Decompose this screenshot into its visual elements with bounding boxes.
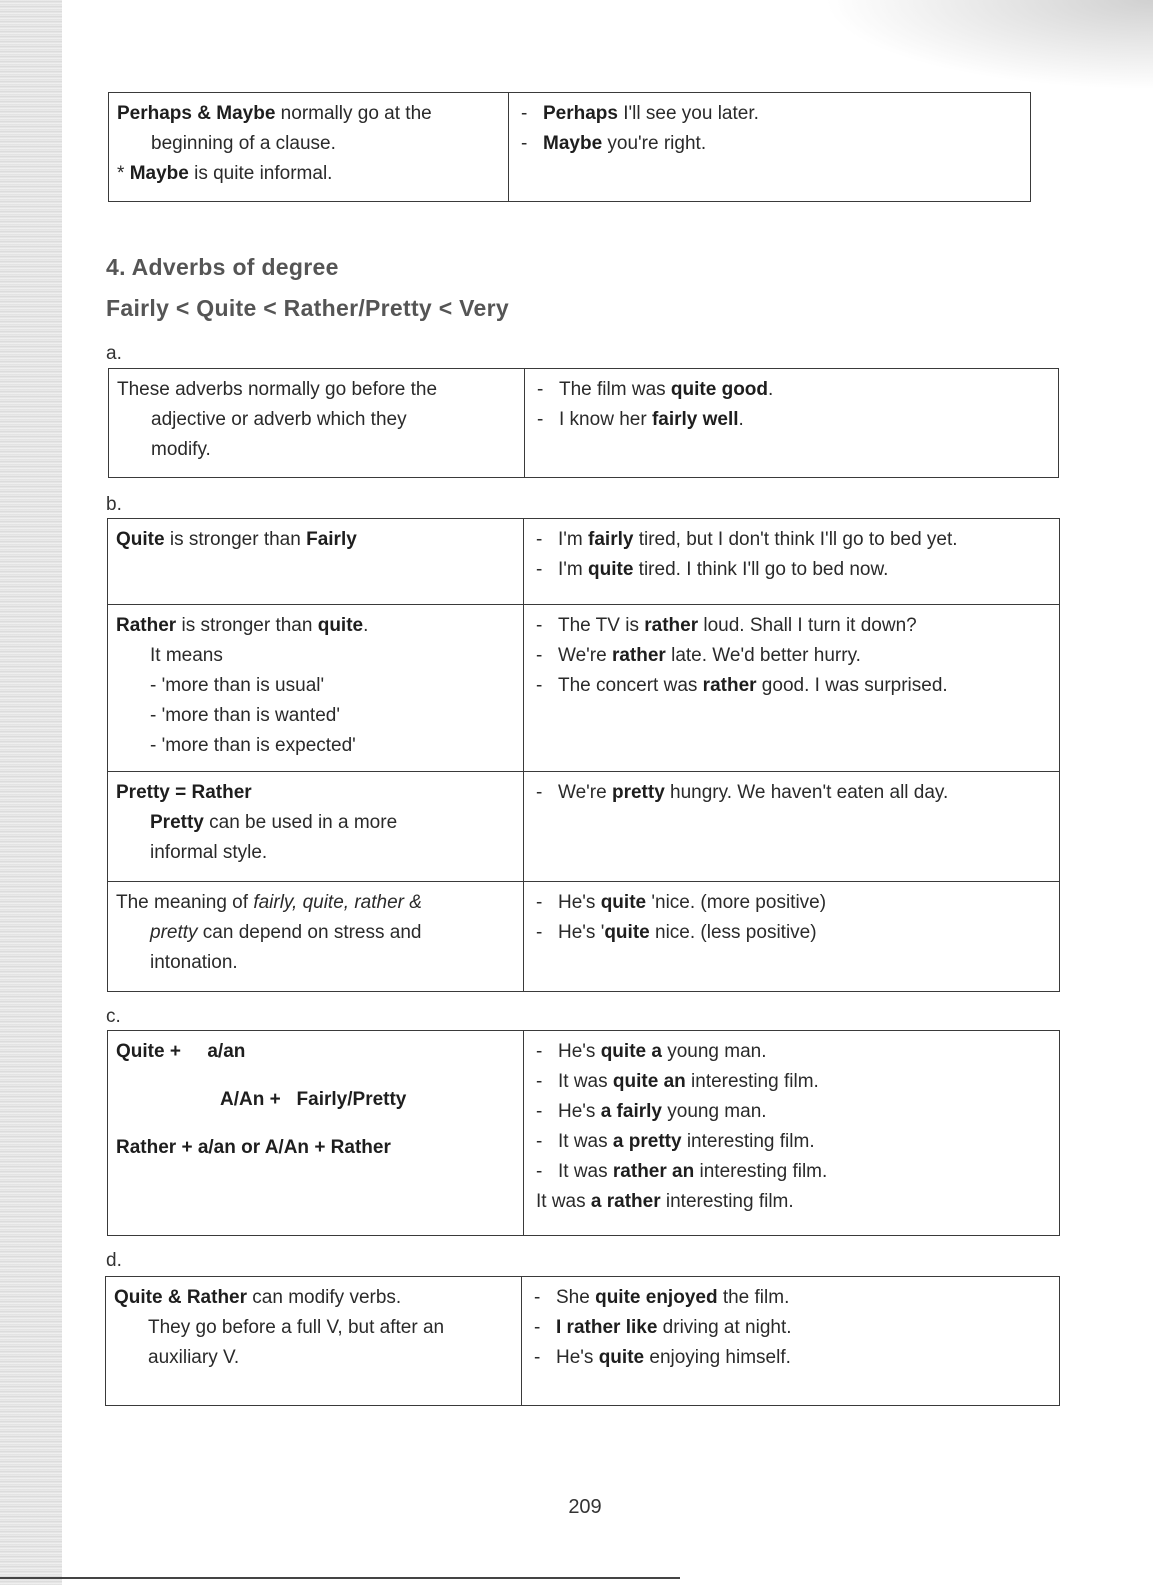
- examples-cell: - The film was quite good. - I know her fairly well.: [525, 369, 1059, 478]
- rule-cell: Quite + a/an A/An + Fairly/Pretty Rather + a/an or A/An + Rather: [108, 1031, 524, 1236]
- subsection-c-label: c.: [106, 1006, 121, 1027]
- scan-shadow-left: [0, 0, 62, 1585]
- rule-cell: Pretty = Rather Pretty can be used in a more informal style.: [108, 772, 524, 882]
- table-row: [108, 605, 1060, 772]
- table-d: [105, 1276, 1060, 1406]
- table-c: [107, 1030, 1060, 1236]
- subsection-a-label: a.: [106, 343, 122, 364]
- rule-cell: Quite is stronger than Fairly: [108, 519, 524, 605]
- rule-cell: The meaning of fairly, quite, rather & pretty can depend on stress and intonation.: [108, 882, 524, 992]
- table-b: [107, 518, 1060, 992]
- scan-bottom-edge: [0, 1577, 680, 1579]
- perhaps-maybe-table: [108, 92, 1031, 202]
- examples-cell: - He's quite 'nice. (more positive) - He's 'quite nice. (less positive): [524, 882, 1060, 992]
- rule-cell: Quite & Rather can modify verbs. They go before a full V, but after an auxiliary V.: [106, 1277, 522, 1406]
- subsection-b-label: b.: [106, 494, 122, 515]
- rule-cell: These adverbs normally go before the adjective or adverb which they modify.: [109, 369, 525, 478]
- table-row: [106, 1277, 1060, 1406]
- examples-cell: - Perhaps I'll see you later. - Maybe you're right.: [509, 93, 1031, 202]
- scan-shadow-corner: [823, 0, 1153, 90]
- degree-scale: Fairly < Quite < Rather/Pretty < Very: [106, 295, 509, 321]
- rule-cell: Rather is stronger than quite. It means - 'more than is usual' - 'more than is wanted' - 'more than is expected': [108, 605, 524, 772]
- subsection-d-label: d.: [106, 1250, 122, 1271]
- page-number: 209: [568, 1496, 602, 1518]
- table-row: [109, 93, 1031, 202]
- table-a: [108, 368, 1059, 478]
- examples-cell: - He's quite a young man. - It was quite an interesting film. - He's a fairly young man. - It was a pretty interesting film. - It was rather an interesting film. It was a rather interesting film.: [524, 1031, 1060, 1236]
- table-row: [109, 369, 1059, 478]
- table-row: [108, 772, 1060, 882]
- examples-cell: - She quite enjoyed the film. - I rather like driving at night. - He's quite enjoying himself.: [522, 1277, 1060, 1406]
- table-row: [108, 519, 1060, 605]
- examples-cell: - I'm fairly tired, but I don't think I'll go to bed yet. - I'm quite tired. I think I'll go to bed now.: [524, 519, 1060, 605]
- table-row: [108, 882, 1060, 992]
- section-title: 4. Adverbs of degree: [106, 254, 339, 280]
- examples-cell: - The TV is rather loud. Shall I turn it down? - We're rather late. We'd better hurry. - The concert was rather good. I was surprised.: [524, 605, 1060, 772]
- table-row: [108, 1031, 1060, 1236]
- examples-cell: - We're pretty hungry. We haven't eaten all day.: [524, 772, 1060, 882]
- rule-cell: Perhaps & Maybe normally go at the beginning of a clause. * Maybe is quite informal.: [109, 93, 509, 202]
